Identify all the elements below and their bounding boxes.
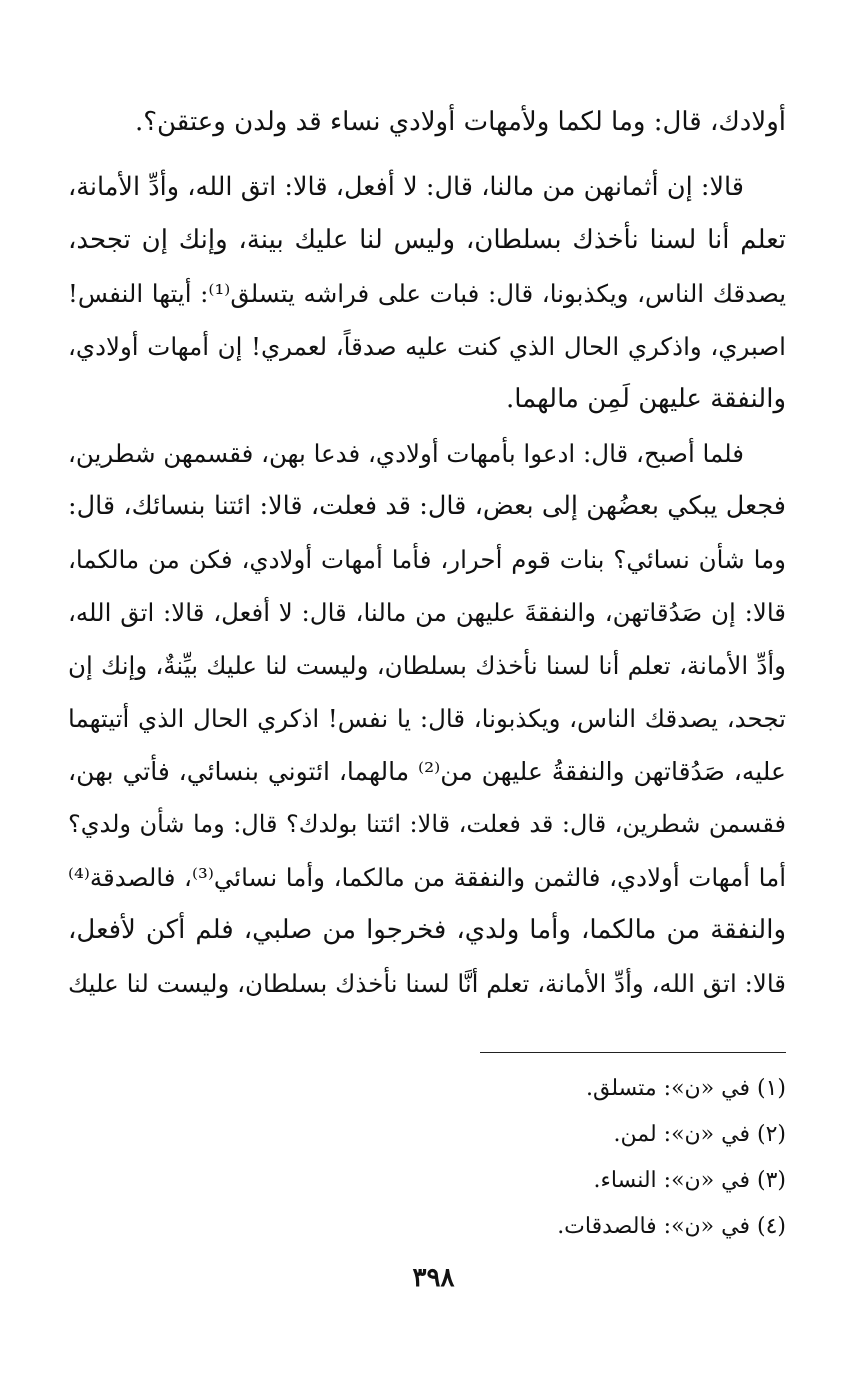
text-line: تعلم أنا لسنا نأخذك بسلطان، وليس لنا عليك بينة، وإنك إن تجحد، (68, 225, 786, 255)
text-line: أولادك، قال: وما لكما ولأمهات أولادي نساء قد ولدن وعتقن؟. (134, 107, 786, 137)
text-line: قالا: إن صَدُقاتهن، والنفقةَ عليهن من مالنا، قال: لا أفعل، قالا: اتق الله، (68, 598, 786, 627)
footnote-1: (١) في «ن»: متسلق. (586, 1076, 786, 1101)
paragraph-3 (68, 427, 786, 1010)
text-line: عليه، صَدُقاتهن والنفقةُ عليهن من⁽²⁾ مالهما، ائتوني بنسائي، فأتي بهن، (68, 757, 786, 786)
paragraph-2 (68, 161, 786, 426)
text-line: فجعل يبكي بعضُهن إلى بعض، قال: قد فعلت، قالا: ائتنا بنسائك، قال: (68, 491, 786, 521)
footnote-separator (480, 1052, 786, 1053)
footnotes (68, 1066, 786, 1250)
text-line: اصبري، واذكري الحال الذي كنت عليه صدقاً، لعمري! إن أمهات أولادي، (68, 332, 786, 361)
text-line: قالا: اتق الله، وأدِّ الأمانة، تعلم أنَّا لسنا نأخذك بسلطان، وليست لنا عليك (68, 969, 786, 998)
text-line: وما شأن نسائي؟ بنات قوم أحرار، فأما أمهات أولادي، فكن من مالكما، (68, 545, 786, 574)
footnote-2: (٢) في «ن»: لمن. (613, 1122, 786, 1147)
footnote-3: (٣) في «ن»: النساء. (593, 1168, 786, 1193)
text-line: والنفقة من مالكما، وأما ولدي، فخرجوا من صلبي، فلم أكن لأفعل، (68, 915, 786, 945)
text-line: وأدِّ الأمانة، تعلم أنا لسنا نأخذك بسلطان، وليست لنا عليك بيِّنةٌ، وإنك إن (68, 651, 786, 680)
text-line: تجحد، يصدقك الناس، ويكذبونا، قال: يا نفس! اذكري الحال الذي أتيتهما (68, 704, 786, 733)
paragraph-1 (68, 96, 786, 149)
text-line: يصدقك الناس، ويكذبونا، قال: فبات على فراشه يتسلق⁽¹⁾: أيتها النفس! (68, 279, 786, 308)
text-line: فلما أصبح، قال: ادعوا بأمهات أولادي، فدعا بهن، فقسمهن شطرين، (68, 439, 744, 468)
footnote-4: (٤) في «ن»: فالصدقات. (557, 1214, 786, 1239)
text-line: فقسمن شطرين، قال: قد فعلت، قالا: ائتنا بولدك؟ قال: وما شأن ولدي؟ (68, 810, 786, 838)
text-line: والنفقة عليهن لَمِن مالهما. (505, 384, 786, 414)
text-line: قالا: إن أثمانهن من مالنا، قال: لا أفعل، قالا: اتق الله، وأدِّ الأمانة، (68, 172, 744, 202)
page-number: ٣٩٨ (412, 1263, 455, 1293)
text-line: أما أمهات أولادي، فالثمن والنفقة من مالكما، وأما نسائي⁽³⁾، فالصدقة⁽⁴⁾ (68, 863, 786, 892)
